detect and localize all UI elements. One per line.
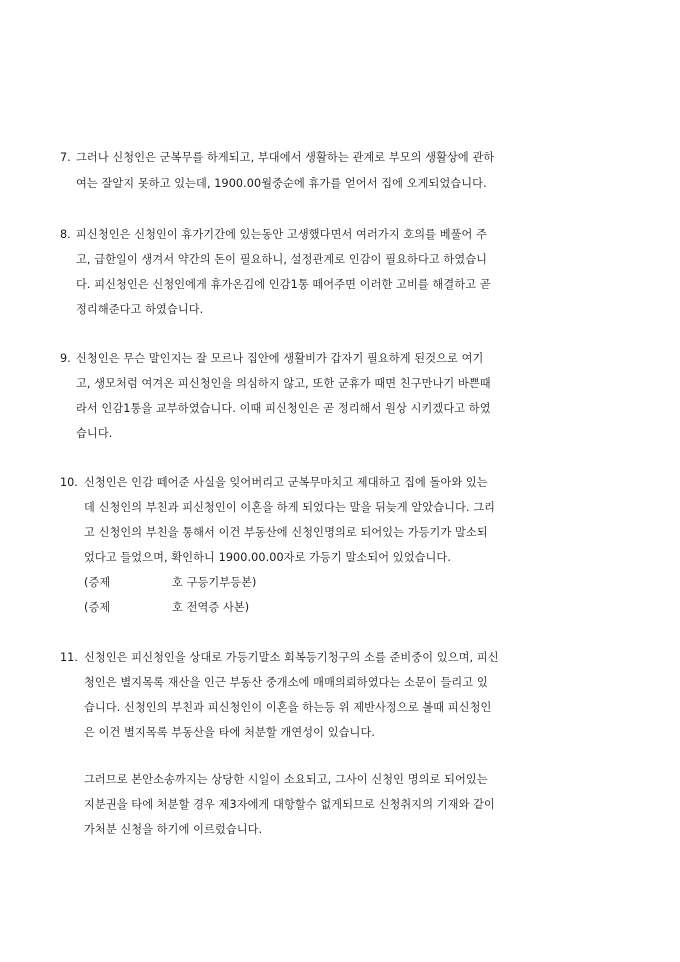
item-line: 었다고 들었으며, 확인하니 1900.00.00자로 가등기 말소되어 있었습니다. — [84, 551, 451, 564]
item-line: 그러나 신청인은 군복무를 하게되고, 부대에서 생활하는 관계로 부모의 생활상에 관하 — [76, 151, 495, 164]
item-line: 고 신청인의 부친을 통해서 이건 부동산에 신청인명의로 되어있는 가등기가 말소되 — [84, 526, 488, 539]
item-number: 11. — [60, 651, 78, 664]
item-line: 청인은 별지목록 재산을 인근 부동산 중개소에 매매의뢰하였다는 소문이 들리고 있 — [84, 676, 488, 689]
item-line: 고, 급한일이 생겨서 약간의 돈이 필요하니, 설정관계로 인감이 필요하다고 하였습니 — [76, 253, 488, 266]
item-line: 신청인은 인감 떼어준 사실을 잊어버리고 군복무마치고 제대하고 집에 돌아와 있는 — [84, 476, 488, 489]
item-line: 신청인은 무슨 말인지는 잘 모르나 집안에 생활비가 갑자기 필요하게 된것으로 여기 — [76, 352, 484, 365]
item-number: 10. — [60, 476, 78, 489]
item-line: 습니다. 신청인의 부친과 피신청인이 이혼을 하는등 위 제반사정으로 볼때 피신청인 — [84, 701, 492, 714]
evidence-label: (증제 — [84, 601, 111, 614]
item-line: 데 신청인의 부친과 피신청인이 이혼을 하게 되었다는 말을 뒤늦게 알았습니다. 그리 — [84, 501, 496, 514]
evidence-description: 호 전역증 사본) — [172, 601, 250, 614]
item-line: 다. 피신청인은 신청인에게 휴가온김에 인감1통 떼어주면 이러한 고비를 해결하고 곧 — [76, 278, 491, 291]
conclusion-line: 지분권을 타에 처분할 경우 제3자에게 대항할수 없게되므로 신청취지의 기재와 같이 — [84, 798, 495, 811]
conclusion-line: 가처분 신청을 하기에 이르렀습니다. — [84, 823, 263, 836]
conclusion-line: 그러므로 본안소송까지는 상당한 시일이 소요되고, 그사이 신청인 명의로 되어있는 — [84, 773, 488, 786]
item-number: 8. — [60, 228, 71, 241]
item-line: 은 이건 별지목록 부동산을 타에 처분할 개연성이 있습니다. — [84, 726, 376, 739]
item-line: 피신청인은 신청인이 휴가기간에 있는동안 고생했다면서 여러가지 호의를 베풀어 주 — [76, 228, 488, 241]
item-line: 라서 인감1통을 교부하였습니다. 이때 피신청인은 곧 정리해서 원상 시키겠다고 하였 — [76, 402, 491, 415]
evidence-label: (증제 — [84, 576, 111, 589]
evidence-description: 호 구등기부등본) — [172, 576, 257, 589]
item-number: 7. — [60, 151, 71, 164]
item-line: 정리해준다고 하였습니다. — [76, 303, 204, 316]
item-line: 여는 잘알지 못하고 있는데, 1900.00월중순에 휴가를 얻어서 집에 오게되었습니다. — [76, 177, 487, 190]
item-line: 신청인은 피신청인을 상대로 가등기말소 회복등기청구의 소를 준비중이 있으며, 피신 — [84, 651, 499, 664]
item-line: 고, 생모처럼 여겨온 피신청인을 의심하지 않고, 또한 군휴가 때면 친구만나기 바쁜때 — [76, 377, 491, 390]
item-number: 9. — [60, 352, 71, 365]
item-line: 습니다. — [76, 427, 113, 440]
